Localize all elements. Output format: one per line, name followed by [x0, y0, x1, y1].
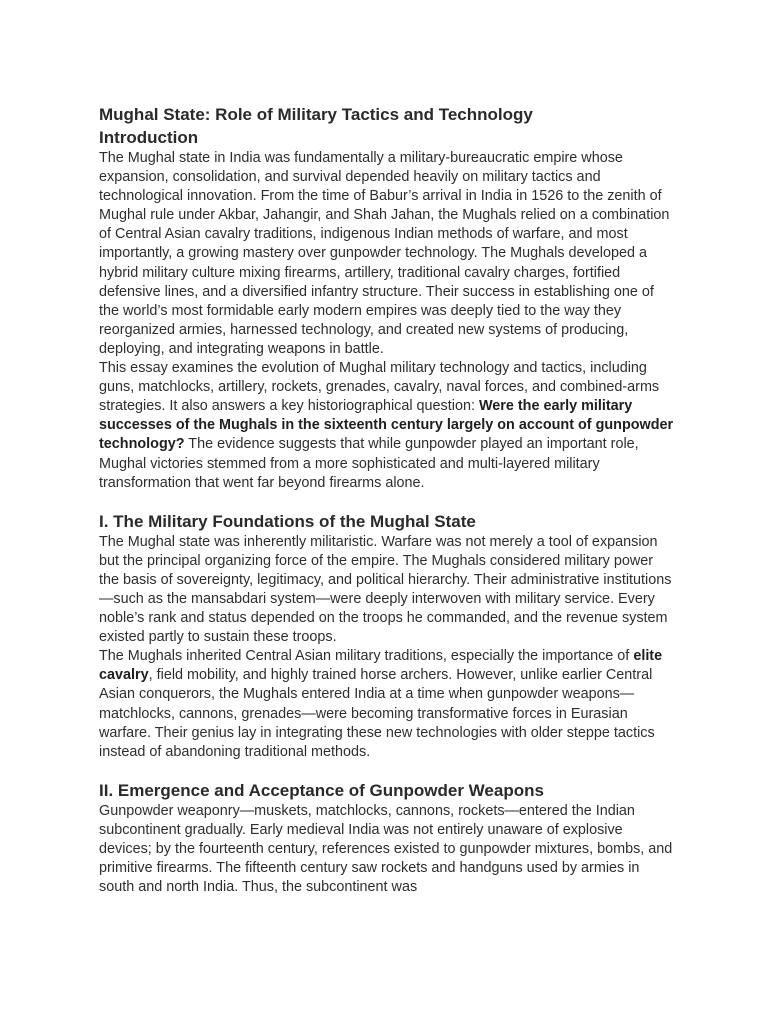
intro-heading: Introduction [99, 128, 199, 147]
section-1-paragraph-2 [99, 647, 674, 762]
intro-p2-text-start: This essay examines the evolution of Mughal military technology and tactics, including guns, matchlocks, artillery, rockets, grenades, cavalry, naval forces, and combined-arms strategies. It also answers a key historiographical question: [99, 360, 660, 415]
section-1-p2-bold: elite cavalry [99, 648, 663, 684]
section-1-paragraph-1: The Mughal state was inherently militaristic. Warfare was not merely a tool of expansion but the principal organizing force of the empire. The Mughals considered military power the basis of sovereignty, legitimacy, and political hierarchy. Their administrative institutions—such as the mansabdari system—were deeply interwoven with military service. Every noble’s rank and status depended on the troops he commanded, and the revenue system existed partly to sustain these troops. [99, 533, 672, 646]
section-1-heading: I. The Military Foundations of the Mughal State [99, 511, 476, 531]
section-1-p2-text-start: The Mughals inherited Central Asian military traditions, especially the importance of [99, 648, 634, 665]
section-2-heading: II. Emergence and Acceptance of Gunpowder Weapons [99, 780, 544, 800]
intro-paragraph-1: The Mughal state in India was fundamentally a military-bureaucratic empire whose expansion, consolidation, and survival depended heavily on military tactics and technological innovation. From the time of Babur’s arrival in India in 1526 to the zenith of Mughal rule under Akbar, Jahangir, and Shah Jahan, the Mughals relied on a combination of Central Asian cavalry traditions, indigenous Indian methods of warfare, and most importantly, a growing mastery over gunpowder technology. The Mughals developed a hybrid military culture mixing firearms, artillery, traditional cavalry charges, fortified defensive lines, and a diversified infantry structure. Their success in establishing one of the world’s most formidable early modern empires was deeply tied to the way they reorganized armies, harnessed technology, and created new systems of producing, deploying, and integrating weapons in battle. [99, 150, 670, 357]
intro-paragraph-2 [99, 359, 674, 493]
section-2-paragraph-1: Gunpowder weaponry—muskets, matchlocks, cannons, rockets—entered the Indian subcontinent gradually. Early medieval India was not entirely unaware of explosive devices; by the fourteenth century, references existed to gunpowder mixtures, bombs, and primitive firearms. The fifteenth century saw rockets and handguns used by armies in south and north India. Thus, the subcontinent was [99, 802, 673, 896]
intro-p2-key-question: Were the early military successes of the Mughals in the sixteenth century largely on account of gunpowder technology? [99, 398, 674, 453]
document-page [99, 103, 674, 897]
intro-p2-text-end: The evidence suggests that while gunpowder played an important role, Mughal victories stemmed from a more sophisticated and multi-layered military transformation that went far beyond firearms alone. [99, 436, 639, 491]
section-1-p2-text-end: , field mobility, and highly trained horse archers. However, unlike earlier Central Asian conquerors, the Mughals entered India at a time when gunpowder weapons—matchlocks, cannons, grenades—were becoming transformative forces in Eurasian warfare. Their genius lay in integrating these new technologies with older steppe tactics instead of abandoning traditional methods. [99, 667, 655, 760]
document-title: Mughal State: Role of Military Tactics and Technology [99, 105, 533, 124]
